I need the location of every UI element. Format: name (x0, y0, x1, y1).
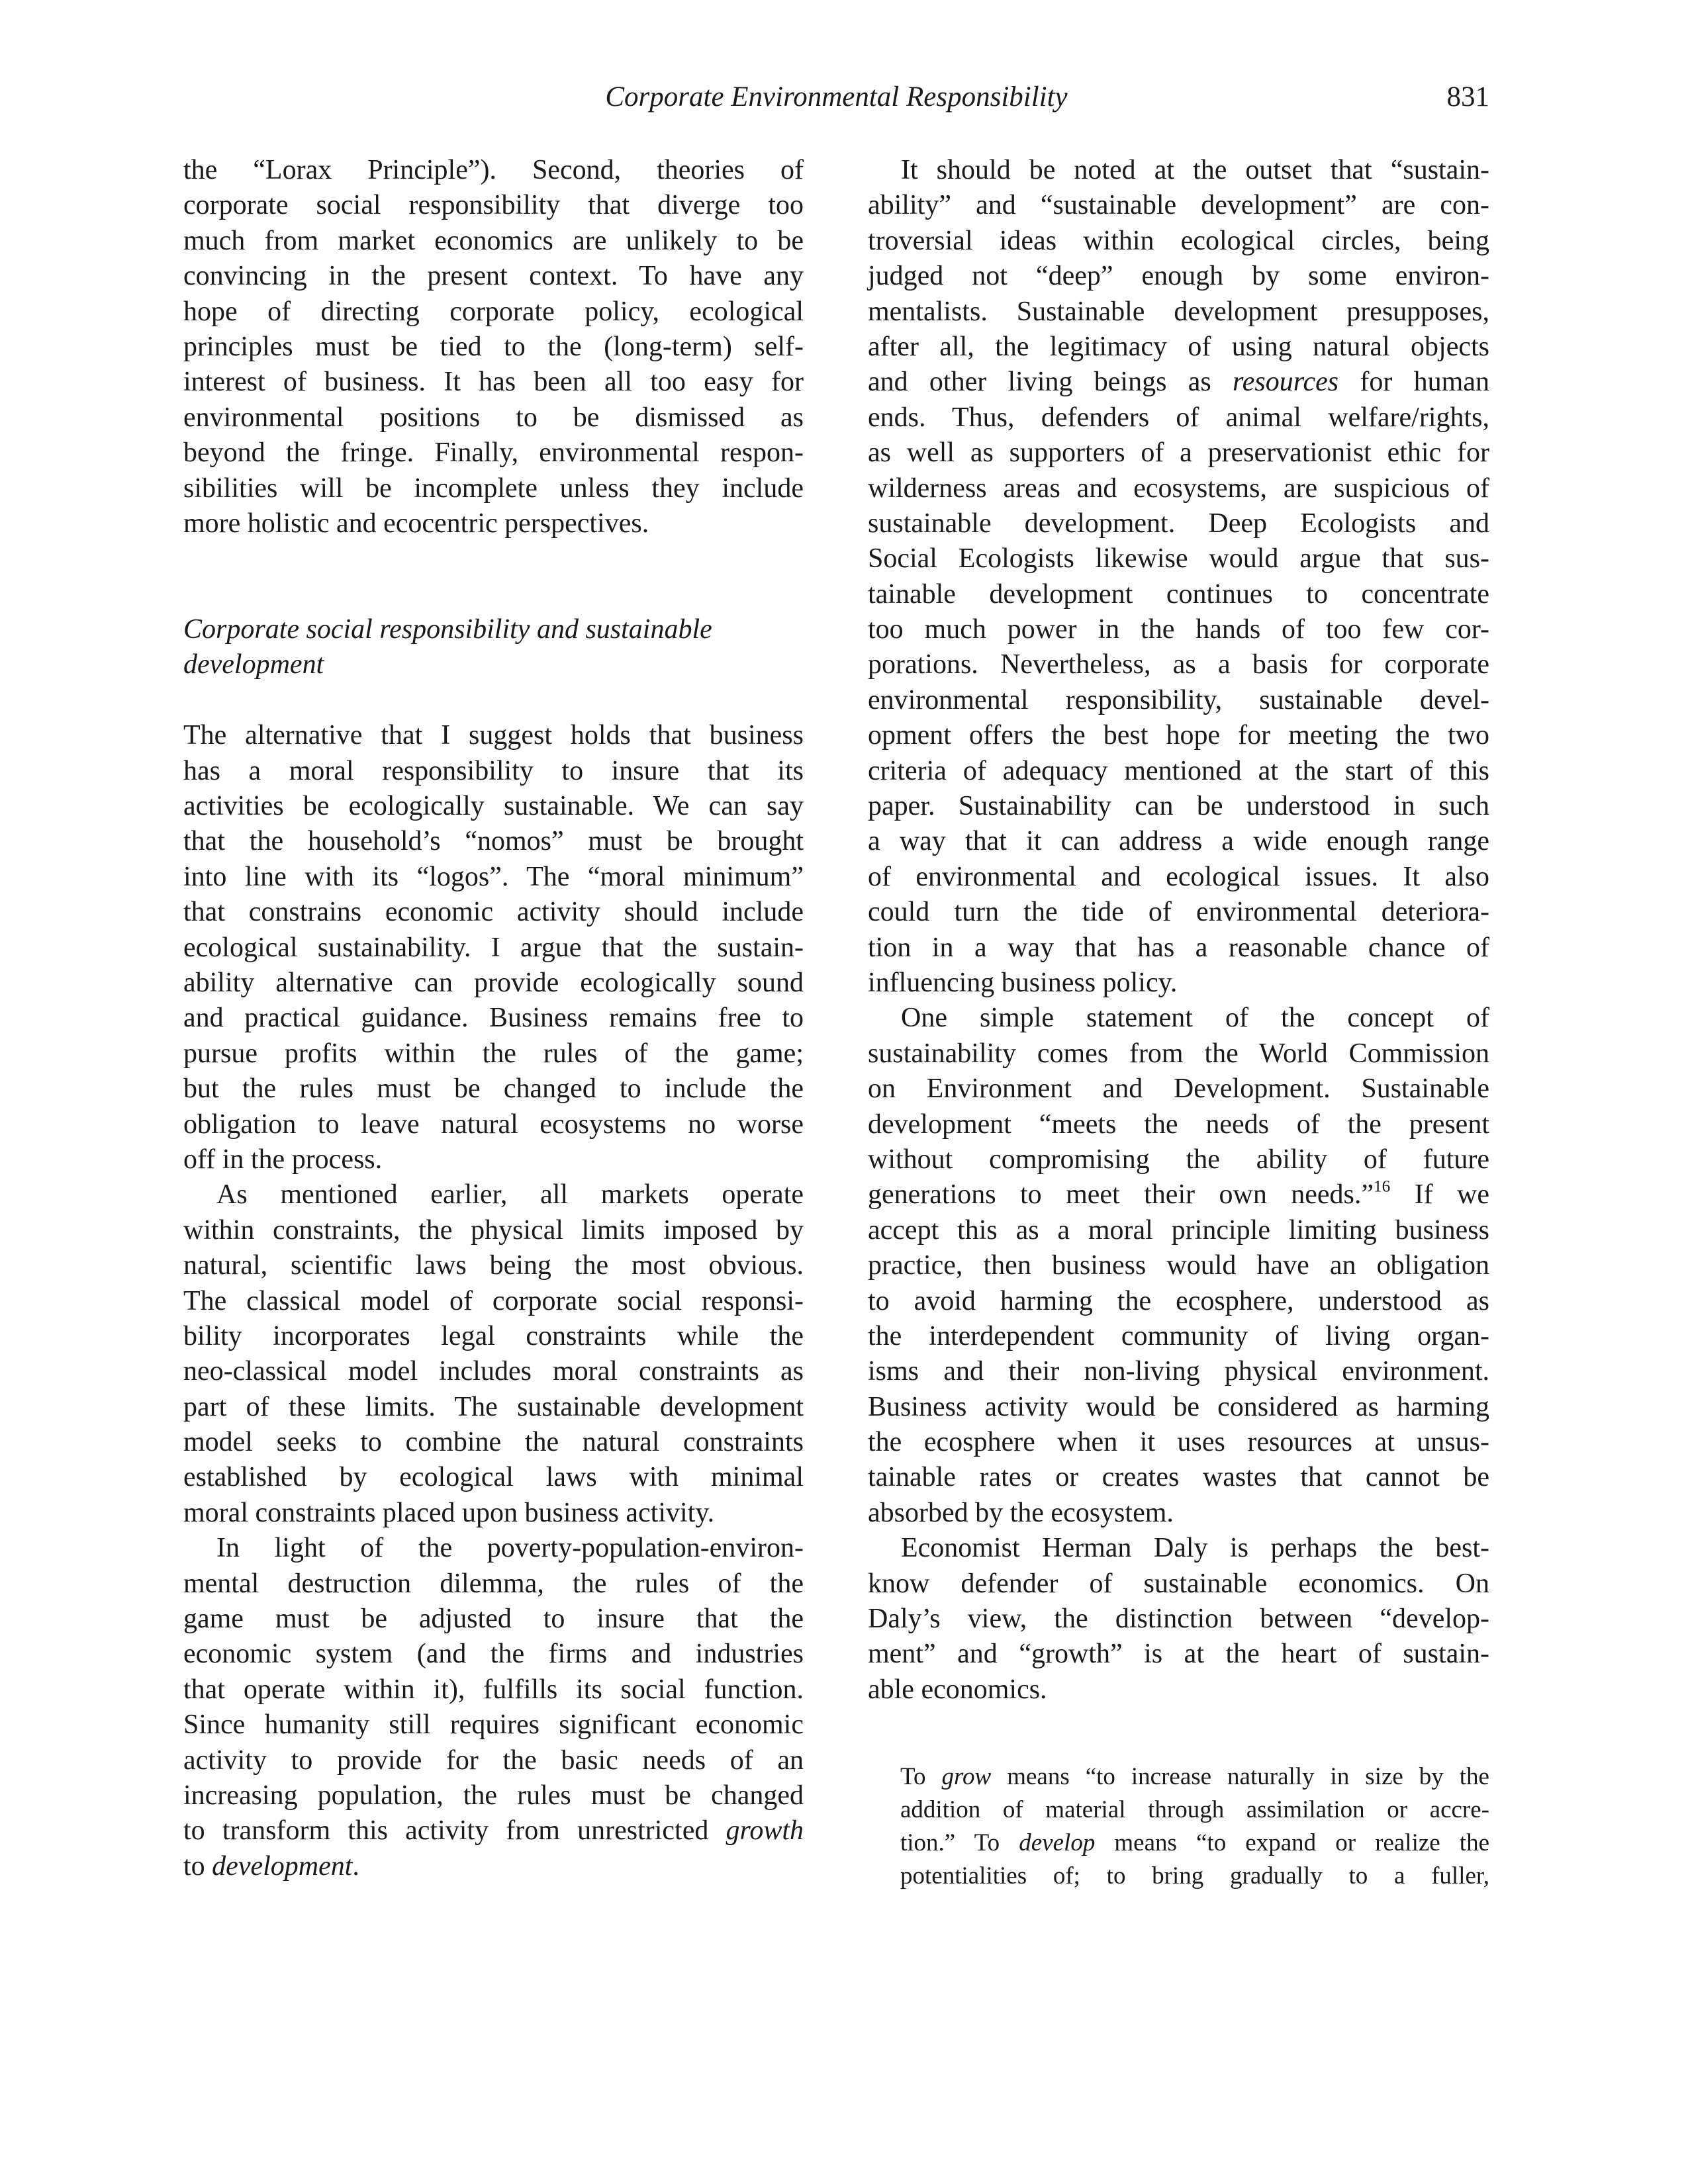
text-segment: environmental responsibility, sustainable devel- (868, 684, 1489, 715)
text-segment: wilderness areas and ecosystems, are suspicious of (868, 473, 1489, 504)
text-line (868, 1107, 1489, 1142)
text-segment: too much power in the hands of too few cor- (868, 614, 1489, 645)
text-line (183, 1036, 804, 1071)
text-segment: the “Lorax Principle”). Second, theories of (183, 155, 804, 185)
text-line (183, 1354, 804, 1389)
text-line (868, 1142, 1489, 1177)
text-line (183, 188, 804, 223)
paragraph (183, 718, 804, 1177)
text-line (900, 1860, 1489, 1893)
text-line (868, 1213, 1489, 1248)
text-line (183, 1496, 804, 1531)
text-segment: ability alternative can provide ecologically sound (183, 968, 804, 998)
text-line (183, 1142, 804, 1177)
text-line (868, 330, 1489, 365)
text-segment: principles must be tied to the (long-term) self- (183, 331, 804, 362)
text-segment: opment offers the best hope for meeting the two (868, 720, 1489, 751)
text-segment: more holistic and ecocentric perspectives. (183, 508, 649, 539)
text-line (868, 400, 1489, 435)
text-segment: judged not “deep” enough by some environ- (868, 261, 1489, 292)
text-line (183, 860, 804, 895)
text-line (868, 259, 1489, 294)
text-line (183, 966, 804, 1001)
text-line (868, 506, 1489, 541)
text-line (868, 683, 1489, 718)
text-segment: neo-classical model includes moral constraints as (183, 1356, 804, 1387)
text-segment: isms and their non-living physical environment. (868, 1356, 1489, 1387)
italic-text: development (212, 1850, 353, 1882)
text-line (183, 259, 804, 294)
paragraph (868, 153, 1489, 1001)
text-segment: porations. Nevertheless, as a basis for corporate (868, 649, 1489, 680)
block-quote (900, 1760, 1489, 1893)
text-line (183, 1531, 804, 1566)
text-line (183, 153, 804, 188)
text-line (868, 541, 1489, 576)
text-segment: ment” and “growth” is at the heart of sustain- (868, 1639, 1489, 1670)
text-segment: Business activity would be considered as harming (868, 1391, 1489, 1422)
text-segment: As mentioned earlier, all markets operate (216, 1179, 804, 1210)
text-line (183, 1707, 804, 1743)
text-segment: natural, scientific laws being the most obvious. (183, 1250, 804, 1281)
text-line (183, 647, 804, 682)
text-line (868, 471, 1489, 506)
text-line (868, 1319, 1489, 1354)
text-line (868, 153, 1489, 188)
text-line (868, 577, 1489, 612)
text-segment: The classical model of corporate social responsi- (183, 1285, 804, 1316)
text-segment: means “to increase naturally in size by the (991, 1763, 1489, 1790)
text-segment: troversial ideas within ecological circles, being (868, 225, 1489, 256)
text-line (183, 1637, 804, 1672)
italic-text: resources (1232, 367, 1339, 398)
text-segment: criteria of adequacy mentioned at the start of this (868, 755, 1489, 786)
text-segment: increasing population, the rules must be changed (183, 1780, 804, 1811)
text-segment: mentalists. Sustainable development presupposes, (868, 296, 1489, 327)
text-line (868, 895, 1489, 930)
text-line (183, 1001, 804, 1036)
text-segment: It should be noted at the outset that “sustain- (901, 155, 1489, 185)
text-line (183, 1425, 804, 1460)
spacer (183, 541, 804, 612)
text-segment: a way that it can address a wide enough range (868, 826, 1489, 857)
text-line (868, 1036, 1489, 1071)
text-line (868, 1177, 1489, 1212)
text-line (183, 931, 804, 966)
text-segment: interest of business. It has been all too easy for (183, 367, 804, 398)
text-line (900, 1794, 1489, 1827)
text-line (868, 188, 1489, 223)
text-segment: to (183, 1850, 212, 1882)
text-line (183, 224, 804, 259)
text-line (900, 1827, 1489, 1860)
italic-text: grow (941, 1763, 992, 1790)
text-line (183, 1071, 804, 1107)
text-line (183, 330, 804, 365)
text-segment: for human (1338, 367, 1489, 398)
text-line (183, 1177, 804, 1212)
text-line (183, 1319, 804, 1354)
text-line (900, 1760, 1489, 1794)
text-segment: absorbed by the ecosystem. (868, 1497, 1174, 1528)
text-segment: able economics. (868, 1674, 1047, 1705)
text-segment: to avoid harming the ecosphere, understood as (868, 1285, 1489, 1316)
text-line (183, 1390, 804, 1425)
text-line (868, 789, 1489, 824)
text-segment: that the household’s “nomos” must be brought (183, 826, 804, 857)
text-line (868, 1531, 1489, 1566)
text-segment: generations to meet their own needs.” (868, 1179, 1374, 1210)
text-line (868, 1248, 1489, 1283)
text-line (183, 789, 804, 824)
text-line (183, 1460, 804, 1495)
text-segment: obligation to leave natural ecosystems no worse (183, 1109, 804, 1140)
paragraph (183, 1177, 804, 1531)
text-segment: accept this as a moral principle limiting business (868, 1214, 1489, 1246)
text-line (183, 471, 804, 506)
text-segment: If we (1390, 1179, 1489, 1210)
text-segment: sibilities will be incomplete unless they include (183, 473, 804, 504)
text-line (868, 1071, 1489, 1107)
text-segment: ability” and “sustainable development” are con- (868, 190, 1489, 221)
text-segment: and practical guidance. Business remains free to (183, 1003, 804, 1034)
text-line (868, 1390, 1489, 1425)
text-segment: tainable development continues to concentrate (868, 578, 1489, 610)
text-segment: sustainable development. Deep Ecologists and (868, 508, 1489, 539)
text-line (183, 895, 804, 930)
text-line (868, 612, 1489, 647)
text-line (868, 647, 1489, 682)
text-segment: mental destruction dilemma, the rules of the (183, 1568, 804, 1599)
text-segment: paper. Sustainability can be understood in such (868, 791, 1489, 822)
text-line (868, 295, 1489, 330)
text-segment: One simple statement of the concept of (901, 1003, 1489, 1034)
left-column (183, 153, 804, 1884)
paragraph (183, 153, 804, 541)
text-segment: without compromising the ability of future (868, 1144, 1489, 1175)
text-line (183, 1567, 804, 1602)
text-segment: In light of the poverty-population-environ- (216, 1533, 804, 1564)
text-line (868, 754, 1489, 789)
text-segment: activity to provide for the basic needs of an (183, 1745, 804, 1776)
text-segment: of environmental and ecological issues. It also (868, 861, 1489, 892)
text-line (868, 1284, 1489, 1319)
text-segment: game must be adjusted to insure that the (183, 1604, 804, 1635)
text-segment: moral constraints placed upon business activity. (183, 1497, 715, 1528)
text-segment: to transform this activity from unrestricted (183, 1815, 726, 1846)
text-segment: could turn the tide of environmental deteriora- (868, 897, 1489, 928)
italic-text: growth (726, 1815, 804, 1846)
text-line (868, 1354, 1489, 1389)
text-segment: Social Ecologists likewise would argue that sus- (868, 543, 1489, 574)
text-segment: corporate social responsibility that diverge too (183, 190, 804, 221)
text-segment: Since humanity still requires significant economic (183, 1709, 804, 1741)
text-segment: To (900, 1763, 942, 1790)
text-segment: off in the process. (183, 1144, 383, 1175)
text-line (868, 1602, 1489, 1637)
text-segment: know defender of sustainable economics. On (868, 1568, 1489, 1599)
text-line (183, 718, 804, 753)
text-line (183, 1743, 804, 1778)
text-line (868, 860, 1489, 895)
text-segment: . (352, 1850, 359, 1882)
text-line (183, 365, 804, 400)
text-line (868, 1425, 1489, 1460)
text-segment: convincing in the present context. To have any (183, 261, 804, 292)
text-segment: influencing business policy. (868, 967, 1178, 998)
text-segment: beyond the fringe. Finally, environmental respon- (183, 437, 804, 469)
text-line (868, 1567, 1489, 1602)
text-line (868, 1001, 1489, 1036)
text-segment: Corporate social responsibility and sustainable (183, 614, 712, 645)
text-line (868, 1637, 1489, 1672)
paragraph (868, 1531, 1489, 1707)
text-segment: development “meets the needs of the present (868, 1109, 1489, 1140)
footnote-ref: 16 (1374, 1177, 1391, 1196)
text-line (183, 1672, 804, 1707)
text-line (183, 295, 804, 330)
spacer (183, 683, 804, 718)
right-column (868, 153, 1489, 1707)
text-segment: environmental positions to be dismissed as (183, 402, 804, 433)
text-segment: as well as supporters of a preservationist ethic for (868, 437, 1489, 469)
italic-text: develop (1019, 1829, 1096, 1856)
text-segment: tion in a way that has a reasonable chance of (868, 932, 1489, 963)
text-segment: sustainability comes from the World Commission (868, 1038, 1489, 1069)
text-segment: into line with its “logos”. The “moral minimum” (183, 861, 804, 892)
text-line (183, 754, 804, 789)
text-line (183, 824, 804, 859)
text-segment: has a moral responsibility to insure that its (183, 755, 804, 786)
text-line (183, 1213, 804, 1248)
text-line (868, 966, 1489, 1001)
text-segment: potentialities of; to bring gradually to a fuller, (900, 1862, 1489, 1889)
text-segment: that constrains economic activity should include (183, 897, 804, 928)
text-line (183, 1813, 804, 1848)
text-line (183, 435, 804, 471)
text-line (868, 1460, 1489, 1495)
text-line (868, 224, 1489, 259)
text-segment: part of these limits. The sustainable development (183, 1391, 804, 1422)
text-line (868, 718, 1489, 753)
text-segment: on Environment and Development. Sustainable (868, 1073, 1489, 1105)
text-segment: economic system (and the firms and industries (183, 1639, 804, 1670)
text-segment: after all, the legitimacy of using natural objects (868, 331, 1489, 362)
text-segment: practice, then business would have an obligation (868, 1250, 1489, 1281)
section-heading (183, 612, 804, 683)
text-line (183, 1248, 804, 1283)
text-segment: and other living beings as (868, 367, 1233, 398)
text-segment: bility incorporates legal constraints while the (183, 1320, 804, 1351)
text-line (868, 365, 1489, 400)
text-segment: but the rules must be changed to include the (183, 1073, 804, 1105)
text-segment: Economist Herman Daly is perhaps the best- (901, 1533, 1489, 1564)
text-segment: activities be ecologically sustainable. We can say (183, 791, 804, 822)
text-line (183, 1107, 804, 1142)
paragraph (183, 1531, 804, 1884)
text-segment: tion.” To (900, 1829, 1019, 1856)
running-title: Corporate Environmental Responsibility (605, 81, 1068, 113)
text-line (183, 1778, 804, 1813)
text-line (183, 400, 804, 435)
text-segment: means “to expand or realize the (1095, 1829, 1489, 1856)
text-line (183, 506, 804, 541)
text-segment: ends. Thus, defenders of animal welfare/rights, (868, 402, 1489, 433)
text-segment: tainable rates or creates wastes that cannot be (868, 1462, 1489, 1493)
running-header (183, 81, 1489, 118)
text-line (183, 1849, 804, 1884)
text-segment: model seeks to combine the natural constraints (183, 1427, 804, 1458)
text-line (868, 1496, 1489, 1531)
text-segment: established by ecological laws with minimal (183, 1462, 804, 1493)
text-line (183, 612, 804, 647)
text-segment: the ecosphere when it uses resources at unsus- (868, 1427, 1489, 1458)
text-line (868, 931, 1489, 966)
text-segment: Daly’s view, the distinction between “develop- (868, 1604, 1489, 1635)
text-segment: The alternative that I suggest holds that business (183, 720, 804, 751)
paragraph (868, 1001, 1489, 1531)
text-segment: much from market economics are unlikely to be (183, 225, 804, 256)
text-segment: within constraints, the physical limits imposed by (183, 1214, 804, 1246)
text-line (868, 1672, 1489, 1707)
text-segment: development (183, 649, 324, 680)
text-segment: addition of material through assimilation or accre- (900, 1796, 1489, 1823)
text-segment: the interdependent community of living organ- (868, 1320, 1489, 1351)
text-segment: hope of directing corporate policy, ecological (183, 296, 804, 327)
text-line (868, 824, 1489, 859)
text-line (868, 435, 1489, 471)
text-segment: ecological sustainability. I argue that the sustain- (183, 932, 804, 963)
text-line (183, 1602, 804, 1637)
text-line (183, 1284, 804, 1319)
page-number: 831 (1446, 81, 1489, 113)
text-segment: pursue profits within the rules of the game; (183, 1038, 804, 1069)
text-segment: that operate within it), fulfills its social function. (183, 1674, 804, 1705)
quote-paragraph (900, 1760, 1489, 1893)
